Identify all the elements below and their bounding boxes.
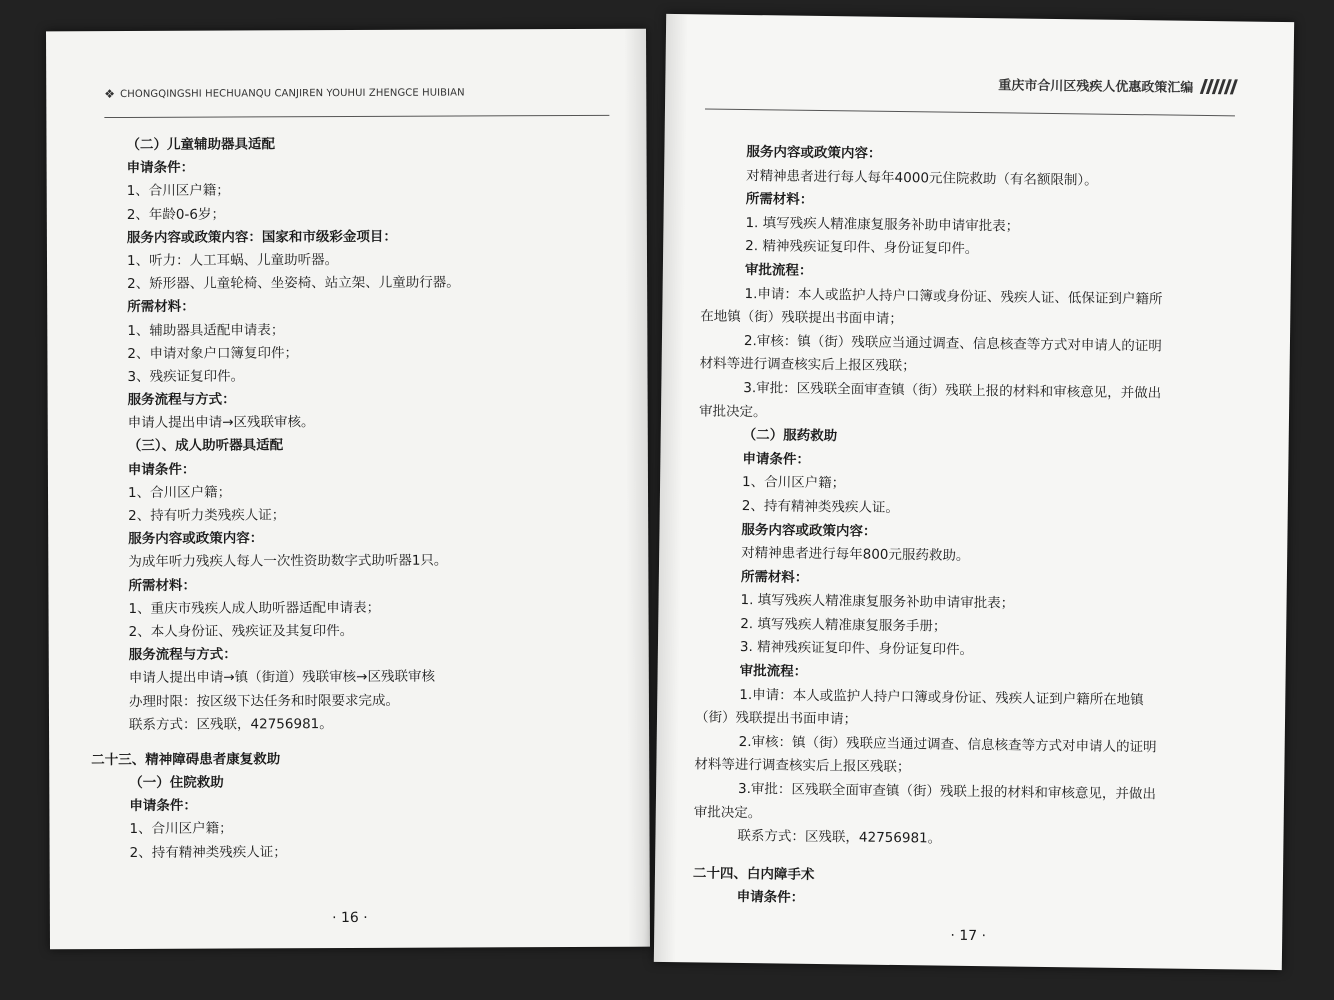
text-line: 2.审核：镇（街）残联应当通过调查、信息核查等方式对申请人的证明 xyxy=(738,733,1157,756)
text-line: 1.申请：本人或监护人持户口簿或身份证、残疾人证、低保证到户籍所 xyxy=(744,285,1163,308)
section-heading: 服务内容或政策内容： xyxy=(741,521,877,540)
section-heading: 所需材料： xyxy=(128,577,196,594)
text-line: 对精神患者进行每年800元服药救助。 xyxy=(741,545,970,565)
section-heading: 申请条件： xyxy=(126,159,195,177)
section-heading: 审批流程： xyxy=(744,261,813,279)
text-line: 材料等进行调查核实后上报区残联； xyxy=(699,355,916,375)
section-heading: 所需材料： xyxy=(127,298,195,316)
section-heading: （二）服药救助 xyxy=(742,427,838,445)
section-heading: 所需材料： xyxy=(745,191,814,209)
section-heading: 所需材料： xyxy=(740,568,809,586)
text-line: 2、申请对象户口簿复印件； xyxy=(127,344,299,362)
text-line: 3. 精神残疾证复印件、身份证复印件。 xyxy=(739,639,974,659)
right-page-body xyxy=(693,140,1263,916)
right-page-gutter-shadow xyxy=(654,14,688,962)
text-line: 联系方式：区残联，42756981。 xyxy=(128,715,333,733)
right-page xyxy=(654,14,1294,970)
text-line: 2、持有精神类残疾人证。 xyxy=(741,497,899,516)
text-line: 3.审批：区残联全面审查镇（街）残联上报的材料和审核意见，并做出 xyxy=(737,780,1157,803)
text-line: 联系方式：区残联，42756981。 xyxy=(737,828,942,847)
text-line: 2、本人身份证、残疾证及其复印件。 xyxy=(128,622,354,640)
text-line: 2. 精神残疾证复印件、身份证复印件。 xyxy=(745,238,979,258)
text-line: 1、合川区户籍； xyxy=(127,484,232,501)
text-line: 1、合川区户籍； xyxy=(129,820,233,838)
right-page-header-text: 重庆市合川区残疾人优惠政策汇编 xyxy=(998,78,1194,96)
text-line: 对精神患者进行每人每年4000元住院救助（有名额限制）。 xyxy=(746,167,1098,189)
section-heading: （三）、成人助听器具适配 xyxy=(127,437,284,455)
left-page-body xyxy=(88,132,631,865)
section-heading: 申请条件： xyxy=(129,797,197,815)
section-heading: 服务内容或政策内容：国家和市级彩金项目： xyxy=(126,228,397,246)
text-line: 1、合川区户籍； xyxy=(126,182,230,200)
right-page-header-rule xyxy=(705,108,1235,116)
left-page-header xyxy=(104,85,464,101)
text-line: 办理时限：按区级下达任务和时限要求完成。 xyxy=(128,692,399,710)
left-page-number: · 16 · xyxy=(332,909,368,927)
text-line: 审批决定。 xyxy=(698,402,767,420)
text-line: 审批决定。 xyxy=(693,803,762,821)
text-line: 申请人提出申请→区残联审核。 xyxy=(127,414,315,432)
lotus-emblem-icon: ❖ xyxy=(104,87,116,102)
section-heading: 服务内容或政策内容： xyxy=(746,143,882,162)
text-line: 2、持有听力类残疾人证； xyxy=(128,507,286,524)
left-page-header-rule xyxy=(104,115,609,118)
text-line: （街）残联提出书面申请； xyxy=(694,709,858,728)
section-heading: 服务流程与方式： xyxy=(127,391,236,409)
section-heading: 申请条件： xyxy=(736,889,805,907)
text-line: 3.审批：区残联全面审查镇（街）残联上报的材料和审核意见，并做出 xyxy=(743,379,1162,402)
text-line: 2、持有精神类残疾人证； xyxy=(129,843,287,861)
text-line: 在地镇（街）残联提出书面申请； xyxy=(700,308,903,328)
text-line: 2.审核：镇（街）残联应当通过调查、信息核查等方式对申请人的证明 xyxy=(743,332,1162,355)
section-heading: 审批流程： xyxy=(739,663,808,680)
text-line: 3、残疾证复印件。 xyxy=(127,368,245,385)
text-line: 为成年听力残疾人每人一次性资助数字式助听器1只。 xyxy=(128,552,448,571)
text-line: 材料等进行调查核实后上报区残联； xyxy=(694,756,911,776)
text-line: 1.申请：本人或监护人持户口簿或身份证、残疾人证到户籍所在地镇 xyxy=(739,686,1144,708)
text-line: 2、年龄0-6岁； xyxy=(126,206,225,223)
text-line: 1、听力：人工耳蜗、儿童助听器。 xyxy=(126,251,339,269)
section-heading: 服务内容或政策内容： xyxy=(128,530,264,548)
section-heading: 申请条件： xyxy=(742,450,811,468)
right-page-header xyxy=(998,74,1235,96)
text-line: 1. 填写残疾人精准康复服务补助申请审批表； xyxy=(740,592,1015,612)
section-heading: 申请条件： xyxy=(127,461,196,478)
text-line: 1、合川区户籍； xyxy=(742,474,846,492)
text-line: 2. 填写残疾人精准康复服务手册； xyxy=(740,615,947,635)
left-page-header-text: CHONGQINGSHI HECHUANQU CANJIREN YOUHUI ZHENGCE HUIBIAN xyxy=(120,86,465,100)
section-heading: 二十三、精神障碍患者康复救助 xyxy=(91,751,281,768)
section-heading: 二十四、白内障手术 xyxy=(692,865,815,883)
left-page xyxy=(46,29,650,950)
section-heading: 服务流程与方式： xyxy=(128,646,237,664)
header-stripes-decoration xyxy=(1199,79,1235,94)
section-heading: （二）儿童辅助器具适配 xyxy=(126,136,276,153)
text-line: 1. 填写残疾人精准康复服务补助申请审批表； xyxy=(745,214,1020,235)
text-line: 1、辅助器具适配申请表； xyxy=(127,321,285,339)
right-page-number: · 17 · xyxy=(950,927,987,945)
text-line: 1、重庆市残疾人成人助听器适配申请表； xyxy=(128,599,381,617)
text-line: 申请人提出申请→镇（街道）残联审核→区残联审核 xyxy=(128,668,435,687)
text-line: 2、矫形器、儿童轮椅、坐姿椅、站立架、儿童助行器。 xyxy=(127,274,460,293)
section-heading: （一）住院救助 xyxy=(129,774,224,792)
